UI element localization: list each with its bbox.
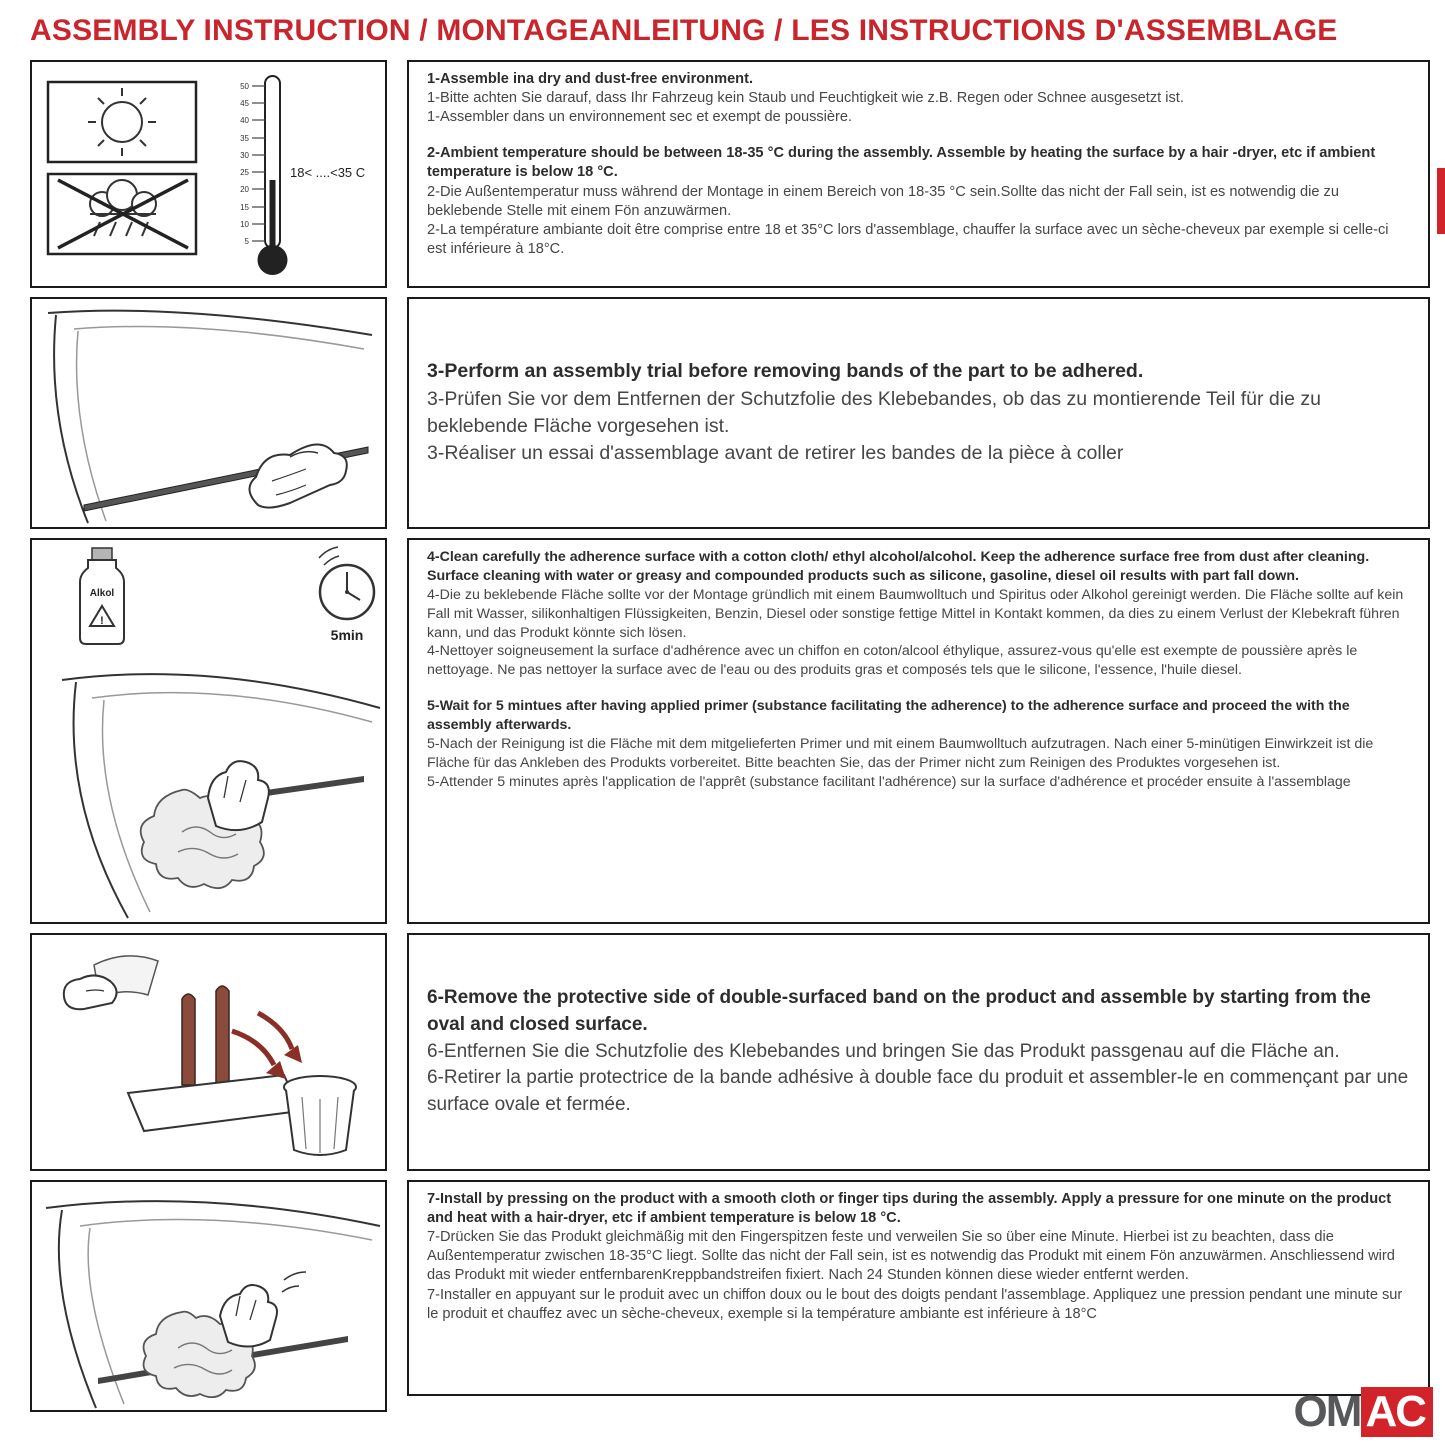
step4-text <box>407 538 1430 924</box>
step-row-2 <box>30 297 1430 529</box>
logo-om-text: OM <box>1293 1387 1361 1436</box>
svg-text:30: 30 <box>240 151 249 160</box>
step3-de: 3-Prüfen Sie vor dem Entfernen der Schutzfolie des Klebebandes, ob das zu montierende Teil für die zu beklebende Fläche vorgesehen ist. <box>427 387 1321 437</box>
step1-de-1: 1-Bitte achten Sie darauf, dass Ihr Fahrzeug kein Staub und Feuchtigkeit wie z.B. Regen oder Schnee ausgesetzt ist. <box>427 90 1184 107</box>
svg-text:25: 25 <box>240 168 249 177</box>
hand-icon <box>249 444 346 507</box>
svg-text:50: 50 <box>240 82 249 91</box>
svg-text:5: 5 <box>244 237 249 246</box>
svg-text:35: 35 <box>240 134 249 143</box>
clock-label: 5min <box>330 627 364 643</box>
thermometer-scale <box>240 82 249 246</box>
hand-icon <box>208 761 269 830</box>
step-row-4 <box>30 933 1430 1171</box>
svg-text:45: 45 <box>240 99 249 108</box>
step7-de: 7-Drücken Sie das Produkt gleichmäßig mit den Fingerspitzen feste und verweilen Sie so über eine Minute. Hierbei ist zu beachten, dass die Außentemperatur zwischen 18-35°C liegt. Sollte das nicht der Fall sein, ist es notwendig das Produkt mit einem Fön anzuwärmen. Anschliessend wird das Produkt mit wieder entfernbarenKreppbandstreifen fixiert. Nach 24 Stunden können diese wieder entfernt werden. <box>427 1229 1395 1284</box>
step6-de: 6-Entfernen Sie die Schutzfolie des Klebebandes und bringen Sie das Produkt passgenau auf die Fläche an. <box>427 1040 1340 1062</box>
logo-ac-text: AC <box>1361 1387 1433 1437</box>
step1-en-1: 1-Assemble ina dry and dust-free environment. <box>427 71 754 87</box>
arrow-down-icon <box>232 1013 302 1079</box>
page-edge-mark <box>1437 168 1445 234</box>
trash-bin-icon <box>284 1076 356 1155</box>
car-window-lines <box>48 311 372 523</box>
clock-icon <box>319 547 374 643</box>
step3-fr: 3-Réaliser un essai d'assemblage avant de retirer les bandes de la pièce à coller <box>427 442 1124 465</box>
step1-illustration <box>30 60 387 288</box>
step1-text <box>407 60 1430 288</box>
step7-en: 7-Install by pressing on the product with a smooth cloth or finger tips during the assembly. Apply a pressure for one minute on the product and heat with a hair-dryer, etc if ambient temperature is below 18 °C. <box>427 1191 1392 1227</box>
step4-de: 4-Die zu beklebende Fläche sollte vor der Montage gründlich mit einem Baumwolltuch und Spiritus oder Alkohol gereinigt werden. Die Fläche sollte auf kein Fall mit Wasser, silikonhaltigen Flüssigkeiten, Benzin, Diesel oder sonstige fettige Mittel in Kontakt kommen, da dies zu einem Verlust der Klebekraft führen kann, und das Produkt könnte sich lösen. <box>427 586 1404 641</box>
svg-text:!: ! <box>100 615 104 627</box>
step7-fr: 7-Installer en appuyant sur le produit avec un chiffon doux ou le bout des doigts pendant l'assemblage. Appliquez une pression pendant une minute sur le produit et chauffez avec un sèche-cheveux, exemple si la température ambiante est inférieure à 18°C <box>427 1286 1403 1322</box>
step-row-3 <box>30 538 1430 924</box>
alcohol-bottle-icon <box>80 548 124 644</box>
svg-text:20: 20 <box>240 185 249 194</box>
step2-en: 2-Ambient temperature should be between 18-35 °C during the assembly. Assemble by heating the surface by a hair -dryer, etc if ambient temperature is below 18 °C. <box>427 145 1376 181</box>
sun-icon <box>48 82 196 162</box>
svg-text:40: 40 <box>240 116 249 125</box>
step6-text <box>407 933 1430 1171</box>
product-base <box>128 1075 300 1131</box>
step3-en: 3-Perform an assembly trial before removing bands of the part to be adhered. <box>427 360 1144 383</box>
omac-logo <box>1294 1387 1433 1437</box>
svg-text:10: 10 <box>240 220 249 229</box>
step-row-1 <box>30 60 1430 288</box>
step5-en: 5-Wait for 5 mintues after having applied primer (substance facilitating the adherence) to the adherence surface and proceed the with the assembly afterwards. <box>427 698 1350 733</box>
svg-text:15: 15 <box>240 203 249 212</box>
step3-text <box>407 297 1430 529</box>
temp-range-label: 18< ....<35 C <box>290 165 366 180</box>
step5-fr: 5-Attender 5 minutes après l'application de l'apprêt (substance facilitant l'adhérence) sur la surface d'adhérence et procéder ensuite à l'assemblage <box>427 773 1351 790</box>
step7-illustration <box>30 1180 387 1412</box>
bottle-label: Alkol <box>89 588 115 599</box>
hand-icon <box>220 1272 306 1347</box>
step5-de: 5-Nach der Reinigung ist die Fläche mit dem mitgelieferten Primer und mit einem Baumwolltuch aufzutragen. Nach einer 5-minütigen Einwirkzeit ist die Fläche für das Ankleben des Produkts vorbereitet. Bitte beachten Sie, das der Primer nicht zum Reinigen des Produktes vorgesehen ist. <box>427 735 1374 771</box>
thermometer-icon <box>240 76 365 275</box>
step-row-5 <box>30 1180 1430 1412</box>
hand-icon <box>64 975 117 1009</box>
step4-illustration <box>30 538 387 924</box>
step1-fr-1: 1-Assembler dans un environnement sec et exempt de poussière. <box>427 109 853 126</box>
step6-en: 6-Remove the protective side of double-surfaced band on the product and assemble by starting from the oval and closed surface. <box>427 986 1371 1035</box>
tape-strips-icon <box>182 986 229 1085</box>
step2-fr: 2-La température ambiante doit être comprise entre 18 et 35°C lors d'assemblage, chauffer la surface avec un sèche-cheveux par exemple si celle-ci est inférieure à 18°C. <box>427 221 1389 257</box>
step4-en: 4-Clean carefully the adherence surface with a cotton cloth/ ethyl alcohol/alcohol. Keep the adherence surface free from dust after cleaning. Surface cleaning with water or greasy and compounded products such as silicone, gasoline, diesel oil results with part fall down. <box>427 549 1370 584</box>
step2-de: 2-Die Außentemperatur muss während der Montage in einem Bereich von 18-35 °C sein.Sollte das nicht der Fall sein, ist es notwendig die zu beklebende Stelle mit einem Fön anzuwärmen. <box>427 183 1339 219</box>
step3-illustration <box>30 297 387 529</box>
page-title: ASSEMBLY INSTRUCTION / MONTAGEANLEITUNG / LES INSTRUCTIONS D'ASSEMBLAGE <box>30 14 1338 47</box>
step4-fr: 4-Nettoyer soigneusement la surface d'adhérence avec un chiffon en coton/alcool éthylique, assurez-vous qu'elle est exempte de poussière après le nettoyage. Ne pas nettoyer la surface avec de l'eau ou des produits gras et composés tels que le silicone, l'essence, l'huile diesel. <box>427 643 1358 679</box>
step7-text <box>407 1180 1430 1396</box>
no-rain-icon <box>48 174 196 254</box>
step6-fr: 6-Retirer la partie protectrice de la bande adhésive à double face du produit et assembler-le en commençant par une surface ovale et fermée. <box>427 1067 1409 1116</box>
step6-illustration <box>30 933 387 1171</box>
